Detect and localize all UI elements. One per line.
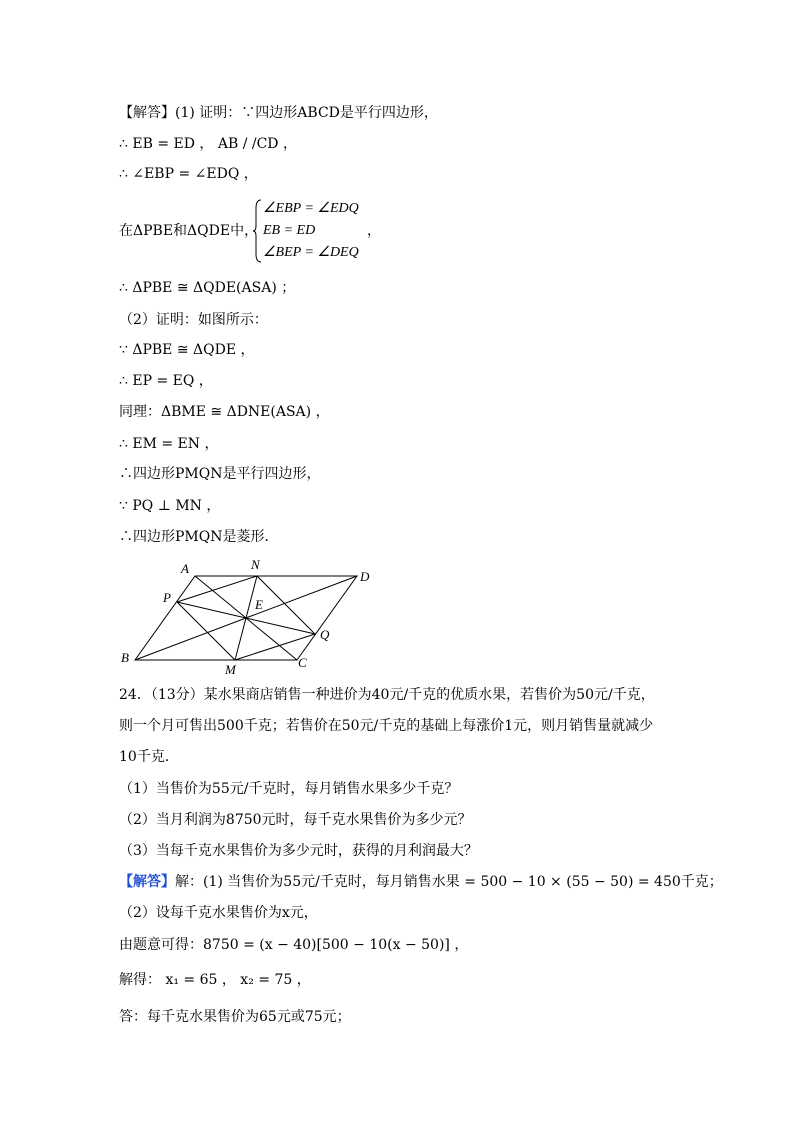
label-E: E xyxy=(255,597,263,612)
system-row: ∠EBP = ∠EDQ xyxy=(263,201,359,216)
label-D: D xyxy=(360,569,370,584)
system-rows xyxy=(263,198,359,264)
answer-24-line-1 xyxy=(119,872,723,892)
label-M: M xyxy=(225,662,236,677)
question-24-line-1: 24．（13分）某水果商店销售一种进价为40元/千克的优质水果，若售价为50元/千克， xyxy=(119,687,655,703)
answer-line-3: ∴ ∠EBP = ∠EDQ ， xyxy=(119,166,258,182)
answer-24-line-4: 解得： x₁ = 65 ， x₂ = 75 ， xyxy=(119,972,311,988)
label-A: A xyxy=(181,561,189,576)
label-B: B xyxy=(121,650,129,665)
question-24-line-3: 10千克． xyxy=(119,749,179,765)
answer-tag: 【解答】 xyxy=(119,874,175,890)
label-P: P xyxy=(163,590,171,605)
answer-line-11: ∴四边形PMQN是平行四边形， xyxy=(119,466,321,482)
sub-question-3: （3）当每千克水果售价为多少元时，获得的月利润最大？ xyxy=(119,843,478,859)
congruence-system xyxy=(119,198,419,264)
label-C: C xyxy=(298,655,307,670)
rhombus-figure xyxy=(115,555,375,680)
brace-icon xyxy=(253,198,263,264)
system-end: ， xyxy=(367,223,381,239)
answer-line-2: ∴ EB = ED ， AB / /CD ， xyxy=(119,136,297,152)
answer-line-12: ∵ PQ ⊥ MN ， xyxy=(119,498,221,514)
label-N: N xyxy=(251,557,260,572)
answer-line-10: ∴ EM = EN ， xyxy=(119,436,219,452)
answer-line-13: ∴四边形PMQN是菱形． xyxy=(119,529,279,545)
system-label: 在ΔPBE和ΔQDE中， xyxy=(119,223,259,239)
system-row: EB = ED xyxy=(263,223,316,238)
system-row: ∠BEP = ∠DEQ xyxy=(263,245,359,260)
answer-line-1 xyxy=(119,103,438,123)
sub-question-2: （2）当月利润为8750元时，每千克水果售价为多少元？ xyxy=(119,812,472,828)
label-Q: Q xyxy=(320,627,330,642)
text: 【解答】(1) 证明：∵四边形ABCD是平行四边形， xyxy=(119,105,438,121)
question-24-line-2: 则一个月可售出500千克；若售价在50元/千克的基础上每涨价1元，则月销售量就减少 xyxy=(119,718,654,734)
answer-line-9: 同理：ΔBME ≅ ΔDNE(ASA) ， xyxy=(119,404,330,420)
answer-line-7: ∵ ΔPBE ≅ ΔQDE ， xyxy=(119,342,255,358)
answer-24-line-5: 答：每千克水果售价为65元或75元； xyxy=(119,1009,351,1025)
answer-line-6: （2）证明：如图所示： xyxy=(119,312,268,328)
sub-question-1: （1）当售价为55元/千克时，每月销售水果多少千克？ xyxy=(119,781,459,797)
answer-24-line-3: 由题意可得：8750 = (x − 40)[500 − 10(x − 50)] ， xyxy=(119,937,469,953)
answer-line-5: ∴ ΔPBE ≅ ΔQDE(ASA) ； xyxy=(119,280,296,296)
answer-24-line-2: （2）设每千克水果售价为x元， xyxy=(119,905,318,921)
answer-text: 解：(1) 当售价为55元/千克时，每月销售水果 = 500 − 10 × (55 − 50) = 450千克； xyxy=(175,874,723,890)
answer-line-8: ∴ EP = EQ ， xyxy=(119,373,213,389)
